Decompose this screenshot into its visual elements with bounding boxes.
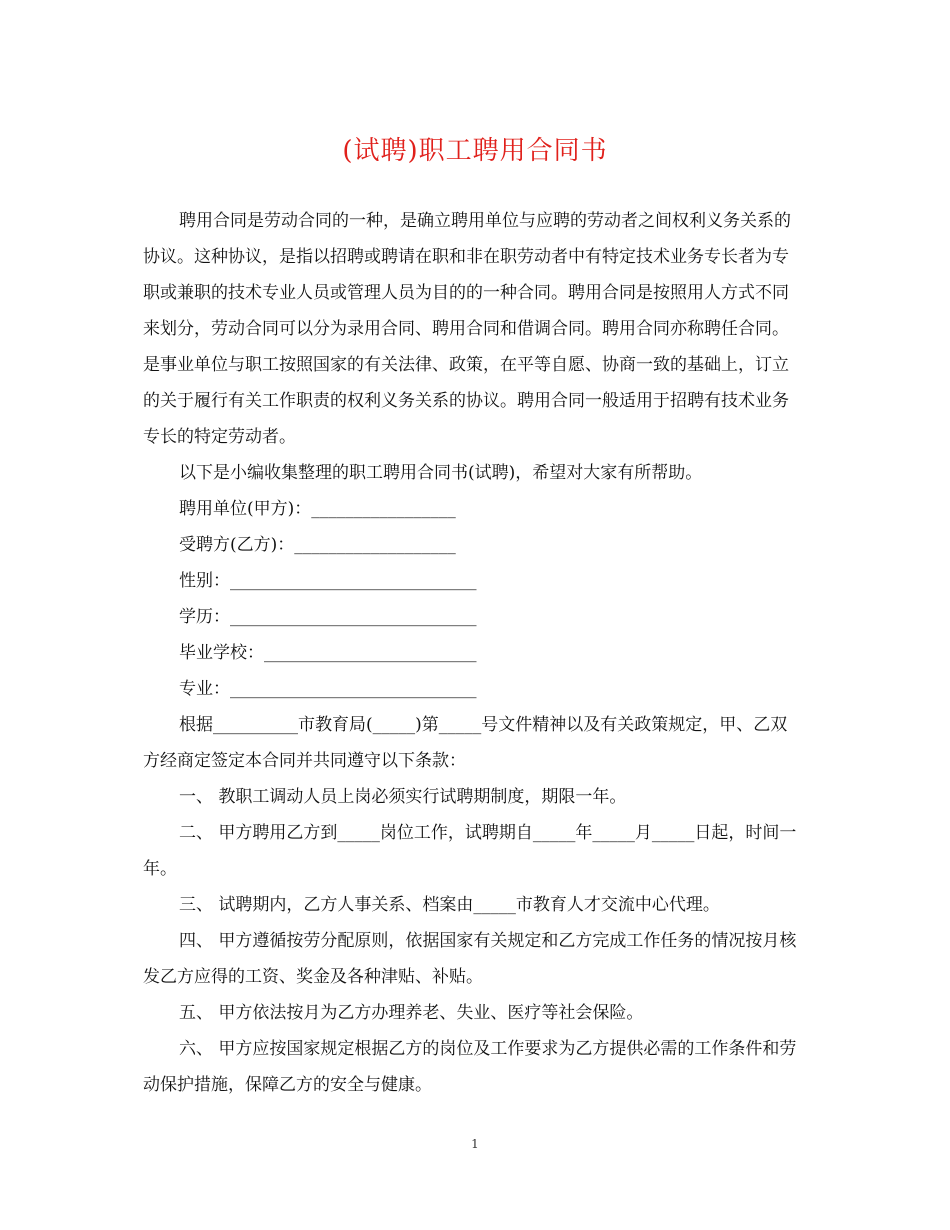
document-title: (试聘)职工聘用合同书 <box>342 136 608 166</box>
document-body <box>143 203 803 1103</box>
clause-4: 四、 甲方遵循按劳分配原则，依据国家有关规定和乙方完成工作任务的情况按月核发乙方应得的工资、奖金及各种津贴、补贴。 <box>143 931 797 987</box>
intro-paragraph: 聘用合同是劳动合同的一种，是确立聘用单位与应聘的劳动者之间权利义务关系的协议。这种协议，是指以招聘或聘请在职和非在职劳动者中有特定技术业务专长者为专职或兼职的技术专业人员或管理人员为目的的一种合同。聘用合同是按照用人方式不同来划分，劳动合同可以分为录用合同、聘用合同和借调合同。聘用合同亦称聘任合同。是事业单位与职工按照国家的有关法律、政策，在平等自愿、协商一致的基础上，订立的关于履行有关工作职责的权利义务关系的协议。聘用合同一般适用于招聘有技术业务专长的特定劳动者。 <box>143 211 791 447</box>
clause-6: 六、 甲方应按国家规定根据乙方的岗位及工作要求为乙方提供必需的工作条件和劳动保护措施，保障乙方的安全与健康。 <box>143 1039 797 1095</box>
clause-1: 一、 教职工调动人员上岗必须实行试聘期制度，期限一年。 <box>179 787 627 807</box>
education-field: 学历：_____________________________ <box>179 607 477 627</box>
clause-2: 二、 甲方聘用乙方到_____岗位工作，试聘期自_____年_____月_____日起，时间一年。 <box>143 823 797 879</box>
employee-field: 受聘方(乙方)：___________________ <box>179 535 456 555</box>
school-field: 毕业学校：_________________________ <box>179 643 477 663</box>
major-field: 专业：_____________________________ <box>179 679 477 699</box>
page-number: 1 <box>471 1137 479 1151</box>
employer-field: 聘用单位(甲方)：_________________ <box>179 499 456 519</box>
gender-field: 性别：_____________________________ <box>179 571 477 591</box>
clause-5: 五、 甲方依法按月为乙方办理养老、失业、医疗等社会保险。 <box>179 1003 644 1023</box>
clause-3: 三、 试聘期内，乙方人事关系、档案由_____市教育人才交流中心代理。 <box>179 895 720 915</box>
basis-paragraph: 根据__________市教育局(_____)第_____号文件精神以及有关政策规定，甲、乙双方经商定签定本合同并共同遵守以下条款： <box>143 715 788 771</box>
lead-paragraph: 以下是小编收集整理的职工聘用合同书(试聘)，希望对大家有所帮助。 <box>179 463 703 483</box>
